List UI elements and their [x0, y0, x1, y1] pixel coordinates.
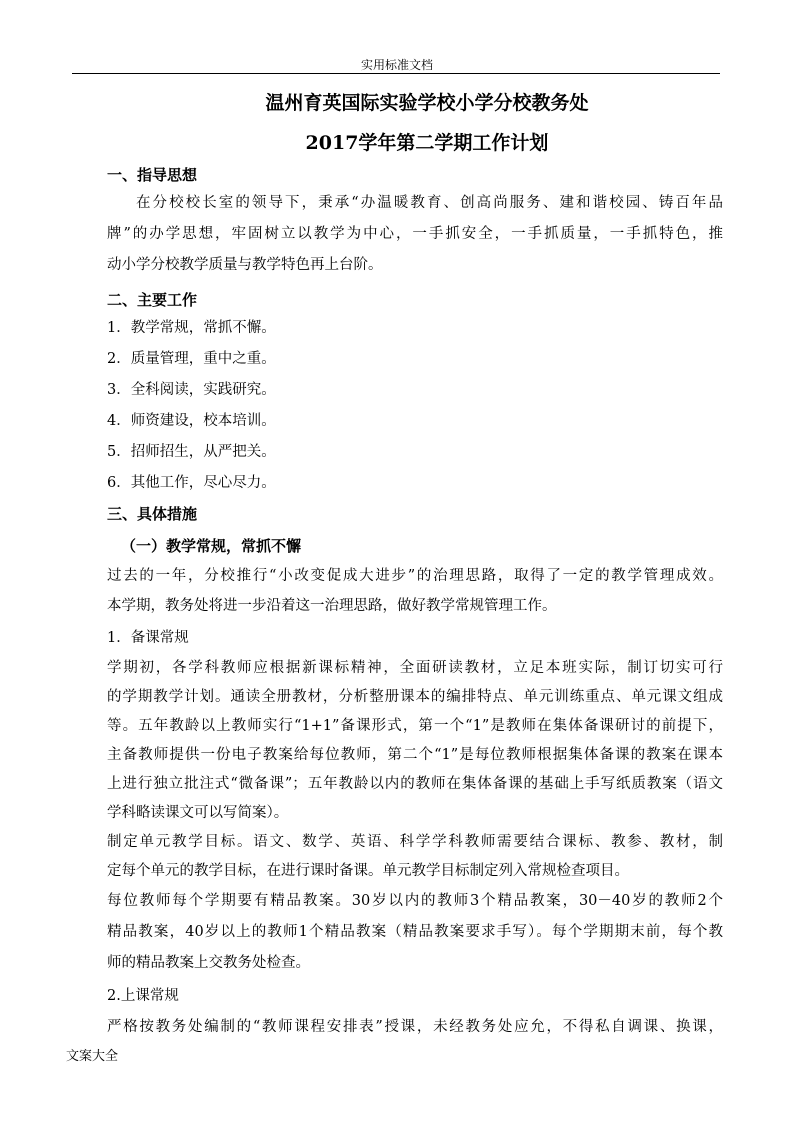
- list-item: 1．教学常规，常抓不懈。: [107, 320, 276, 336]
- text-line: 牌”的办学思想，牢固树立以教学为中心，一手抓安全，一手抓质量，一手抓特色，推: [107, 226, 723, 242]
- text-line: 师的精品教案上交教务处检查。: [107, 955, 310, 971]
- text-line: 在分校校长室的领导下，秉承“办温暖教育、创高尚服务、建和谐校园、铸百年品: [136, 195, 723, 211]
- text-line: 精品教案，40岁以上的教师1个精品教案（精品教案要求手写）。每个学期期末前，每个教: [107, 924, 723, 940]
- text-line: 学科略读课文可以写简案）。: [107, 805, 289, 821]
- text-line: 动小学分校教学质量与教学特色再上台阶。: [107, 257, 383, 273]
- document-title-line1: 温州育英国际实验学校小学分校教务处: [265, 92, 589, 114]
- header-divider: [72, 73, 720, 74]
- text-line: 过去的一年，分校推行“小改变促成大进步”的治理思路，取得了一定的教学管理成效。: [107, 568, 723, 584]
- list-item: 3．全科阅读，实践研究。: [107, 382, 276, 398]
- subsection-heading-teaching-routine: （一）教学常规，常抓不懈: [121, 537, 302, 555]
- text-line: 每位教师每个学期要有精品教案。30岁以内的教师3个精品教案，30－40岁的教师2个: [107, 893, 723, 909]
- text-line: 严格按教务处编制的“教师课程安排表”授课，未经教务处应允，不得私自调课、换课，: [107, 1019, 723, 1035]
- item-title-lesson-prep: 1．备课常规: [107, 630, 189, 646]
- paragraph-quality-plans: [107, 886, 723, 979]
- list-item: 5．招师招生，从严把关。: [107, 444, 276, 460]
- paragraph-intro: [107, 561, 723, 621]
- text-line: 的学期教学计划。通读全册教材，分析整册课本的编排特点、单元训练重点、单元课文组成: [107, 689, 723, 705]
- paragraph-lesson-prep: [107, 654, 723, 828]
- list-item: 6．其他工作，尽心尽力。: [107, 475, 276, 491]
- paragraph-class-routine: [107, 1012, 723, 1043]
- paragraph-unit-goals: [107, 828, 723, 886]
- page-header: 实用标准文档: [360, 58, 433, 72]
- item-title-class-routine: 2.上课常规: [107, 988, 179, 1004]
- section-heading-measures: 三、具体措施: [107, 505, 198, 523]
- text-line: 制定单元教学目标。语文、数学、英语、科学学科教师需要结合课标、教参、教材，制: [107, 834, 723, 850]
- list-item: 4．师资建设，校本培训。: [107, 413, 276, 429]
- section-heading-guiding-thought: 一、指导思想: [107, 166, 198, 184]
- document-body: [107, 162, 723, 1043]
- text-line: 等。五年教龄以上教师实行“1+1”备课形式，第一个“1”是教师在集体备课研讨的前提下，: [107, 718, 723, 734]
- section-heading-main-work: 二、主要工作: [107, 291, 198, 309]
- text-line: 主备教师提供一份电子教案给每位教师，第二个“1”是每位教师根据集体备课的教案在课本: [107, 747, 723, 763]
- list-item: 2．质量管理，重中之重。: [107, 351, 276, 367]
- text-line: 本学期，教务处将进一步沿着这一治理思路，做好教学常规管理工作。: [107, 598, 557, 614]
- document-title-line2: 2017学年第二学期工作计划: [305, 132, 549, 154]
- paragraph-guiding-thought: [107, 188, 723, 281]
- text-line: 学期初，各学科教师应根据新课标精神，全面研读教材，立足本班实际，制订切实可行: [107, 660, 723, 676]
- text-line: 定每个单元的教学目标，在进行课时备课。单元教学目标制定列入常规检查项目。: [107, 863, 629, 879]
- page-footer: 文案大全: [66, 1049, 119, 1064]
- text-line: 上进行独立批注式“微备课”；五年教龄以内的教师在集体备课的基础上手写纸质教案（语文: [107, 776, 723, 792]
